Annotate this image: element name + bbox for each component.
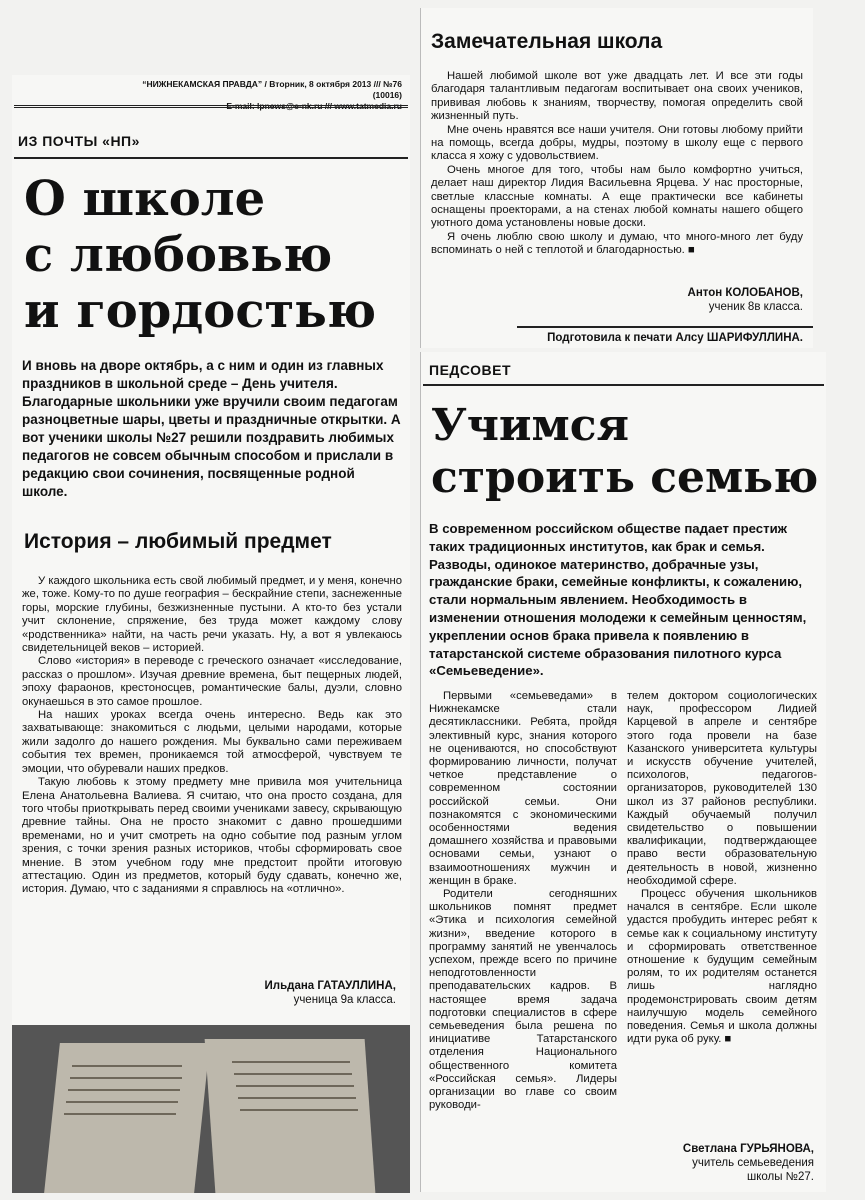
book-text-line bbox=[232, 1061, 350, 1063]
title-line: и гордостью bbox=[24, 283, 377, 339]
book-text-line bbox=[234, 1073, 352, 1075]
masthead-line1: “НИЖНЕКАМСКАЯ ПРАВДА” / Вторник, 8 октября 2013 /// №76 (10016) bbox=[142, 79, 402, 100]
paragraph: На наших уроках всегда очень интересно. Ведь как это захватывающе: знакомиться с людьми, целыми народами, которые жили задолго до нашего рождения. Мы буквально сами переживаем события тех времен, проникаемся той атмосферой, чувствуем те эмоции, что обуревали наших предков. bbox=[22, 709, 402, 775]
rubric-rule-right bbox=[423, 384, 824, 386]
book-photo bbox=[12, 1025, 410, 1193]
article-title-left bbox=[24, 171, 376, 339]
article-title-family bbox=[431, 400, 818, 504]
article-title-school: Замечательная школа bbox=[431, 30, 663, 53]
book-text-line bbox=[236, 1085, 354, 1087]
book-text-line bbox=[66, 1101, 178, 1103]
paragraph: Процесс обучения школьников начался в сентябре. Если школе удастся пробудить интерес ребят к семье как к социальному институту и сформировать ответственное отношение к будущим семейным ролям, то их родителям останется лишь наглядно продемонстрировать своим детям наилучшую модель семейного поведения. Семья и школа должны идти рука об руку. ■ bbox=[627, 888, 817, 1046]
paragraph: Я очень люблю свою школу и думаю, что много-много лет буду вспоминать о ней с теплотой и благодарностью. ■ bbox=[431, 230, 803, 257]
author-name: Светлана ГУРЬЯНОВА, bbox=[682, 1143, 814, 1155]
book-text-line bbox=[72, 1065, 182, 1067]
paragraph: Такую любовь к этому предмету мне привила моя учительница Елена Анатольевна Валиева. Я считаю, что она просто создана, для того чтобы приоткрывать перед своими учениками завесу, скрывающую древние тайны. Она не просто знакомит с давно прошедшими временами, но и учит смотреть на одно событие под разным углом зрения, с точки зрения разных историков, чтобы сформировать свое мнение. В этом учебном году мне предстоит пройти итоговую аттестацию. Один из предметов, который буду сдавать, конечно же, история. Думаю, что с заданиями я справлюсь на «отлично». bbox=[22, 776, 402, 896]
title-line: строить семью bbox=[431, 452, 819, 503]
author-school: школы №27. bbox=[746, 1171, 814, 1183]
book-text-line bbox=[238, 1097, 356, 1099]
article-right-bottom-clipping bbox=[420, 352, 826, 1192]
prepared-by: Подготовила к печати Алсу ШАРИФУЛЛИНА. bbox=[547, 332, 803, 344]
signature-right-bottom bbox=[683, 1142, 814, 1184]
masthead-rule bbox=[14, 105, 408, 108]
paragraph: У каждого школьника есть свой любимый предмет, и у меня, конечно же, тоже. Кому-то по душе география – бескрайние степи, заснеженные горы, морские глубины, безжизненные пустыни. А кто-то без устали учит склонение, спряжение, без труда может каждому слову «родственника» найти, на часть речи указать. Ну, а вот я увлекаюсь свидетельницей веков – историей. bbox=[22, 575, 402, 655]
paragraph: Слово «история» в переводе с греческого означает «исследование, рассказ о прошлом». Изучая древние времена, быт пещерных людей, эпоху фараонов, крестоносцев, романтические балы, дуэли, словно окунаешься в это самое прошлое. bbox=[22, 655, 402, 708]
subhead-history: История – любимый предмет bbox=[24, 530, 332, 553]
paragraph: Очень многое для того, чтобы нам было комфортно учиться, делает наш директор Лидия Васильевна Ярцева. У нас просторные, светлые классные комнаты. А еще практически все кабинеты оснащены проекторами, а на стенах любой комнаты нашего общего уютного дома установлены новые доски. bbox=[431, 163, 803, 230]
body-right-top bbox=[431, 70, 803, 258]
author-role: учитель семьеведения bbox=[692, 1157, 814, 1169]
column-2 bbox=[627, 690, 817, 1046]
paragraph: Нашей любимой школе вот уже двадцать лет. И все эти годы благодаря талантливым педагогам воспитывает она своих учеников, прививая любовь к знаниям, творчеству, помогая определить свой жизненный путь. bbox=[431, 70, 803, 123]
paragraph: Мне очень нравятся все наши учителя. Они готовы любому прийти на помощь, всегда добры, мудры, поэтому в школу еще с первого класса я хожу с удовольствием. bbox=[431, 123, 803, 163]
paragraph: телем доктором социологических наук, профессором Лидией Карцевой в апреле и сентябре этого года провели на базе Казанского университета культуры и искусств обучение учителей, психологов, педагогов-организаторов, руководителей 130 школ из 37 районов республики. Каждый обучаемый получил свидетельство о повышении квалификации, подтверждающее право вести образовательную деятельность в новой, жизненно необходимой сфере. bbox=[627, 690, 817, 887]
author-role: ученица 9а класса. bbox=[293, 994, 396, 1006]
book-text-line bbox=[64, 1113, 176, 1115]
signature-left bbox=[265, 979, 397, 1007]
title-line: с любовью bbox=[24, 227, 333, 283]
rubric-left: ИЗ ПОЧТЫ «НП» bbox=[18, 133, 140, 149]
body-left bbox=[22, 575, 402, 897]
column-1 bbox=[429, 690, 617, 1113]
author-name: Антон КОЛОБАНОВ, bbox=[687, 287, 803, 299]
signature-right-top bbox=[688, 286, 803, 314]
article-right-top-clipping bbox=[420, 8, 813, 348]
prepared-rule bbox=[517, 326, 813, 328]
article-left-clipping bbox=[12, 75, 410, 1193]
author-name: Ильдана ГАТАУЛЛИНА, bbox=[264, 980, 396, 992]
book-text-line bbox=[240, 1109, 358, 1111]
lead-right: В современном российском обществе падает престиж таких традиционных институтов, как брак и семья. Разводы, одинокое материнство, добрачные узы, гражданские браки, семейные конфликты, к сожалению, стали нормальным явлением. Необходимость в изменении отношения молодежи к семейным ценностям, укреплении основ брака привела к появлению в татарстанской системе образования пилотного курса «Семьеведение». bbox=[429, 521, 807, 679]
masthead-line2: E-mail: lpnews@e-nk.ru /// www.tatmedia.ru bbox=[226, 101, 402, 111]
author-role: ученик 8в класса. bbox=[708, 301, 803, 313]
rubric-pedsovet: ПЕДСОВЕТ bbox=[429, 362, 512, 378]
title-line: О школе bbox=[24, 171, 266, 227]
paragraph: Родители сегодняшних школьников помнят предмет «Этика и психология семейной жизни», введение которого в программу занятий не увенчалось успехом, прежде всего по причине неподготовленности преподавательских кадров. В настоящее время задача подготовки специалистов в сфере семьеведения была решена по инициативе Татарстанского отделения Национального общественного комитета «Российская семья». Лидеры организации во главе со своим руководи- bbox=[429, 888, 617, 1112]
book-text-line bbox=[70, 1077, 182, 1079]
lead-left: И вновь на дворе октябрь, а с ним и один из главных праздников в школьной среде – День учителя. Благодарные школьники уже вручили своим педагогам разноцветные шары, цветы и праздничные открытки. А вот ученики школы №27 решили поздравить любимых педагогов не совсем обычным способом и прислали в редакцию свои сочинения, посвященные родной школе. bbox=[22, 358, 401, 499]
rubric-rule-left bbox=[14, 157, 408, 159]
book-text-line bbox=[68, 1089, 180, 1091]
title-line: Учимся bbox=[431, 400, 630, 451]
paragraph: Первыми «семьеведами» в Нижнекамске стали десятиклассники. Ребята, пройдя элективный курс, знания которого не оцениваются, но способствуют формированию личности, получат четкое представление о современном состоянии российской семьи. Они познакомятся с экономическими особенностями ведения домашнего хозяйства и правовыми основами семьи, узнают о взаимоотношениях мужчин и женщин в браке. bbox=[429, 690, 617, 887]
